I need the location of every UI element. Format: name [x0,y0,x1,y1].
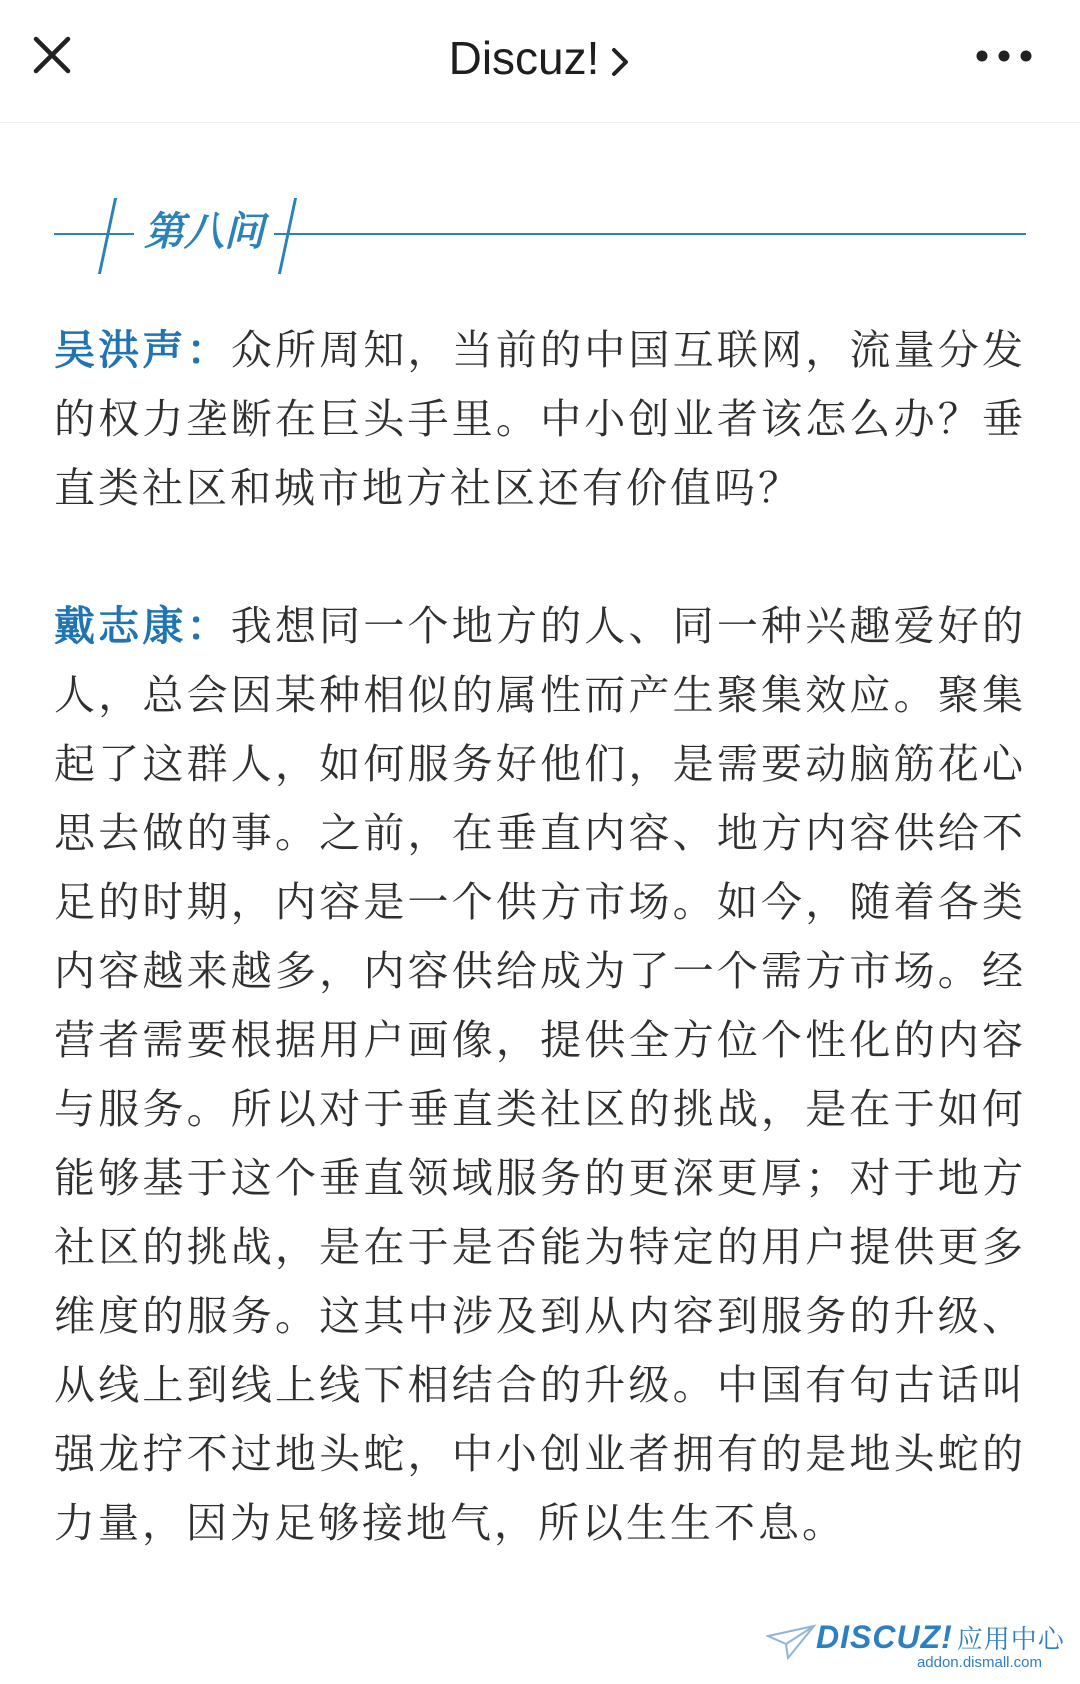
section-label: 第八问 [134,204,274,260]
page-title: Discuz! [448,32,600,84]
watermark-brand: DISCUZ! 应用中心 [816,1619,1065,1655]
watermark-url: addon.dismall.com [916,1654,1042,1671]
more-options-button[interactable] [966,36,1046,86]
top-nav-bar [0,0,1080,123]
chevron-right-icon [609,44,631,80]
more-horizontal-icon [966,36,1046,86]
page-title-link[interactable] [0,28,1080,88]
answer-paragraph [54,592,1026,1558]
section-heading [54,190,1026,280]
paragraph-text: 众所周知，当前的中国互联网，流量分发的权力垄断在巨头手里。中小创业者该怎么办？垂直类社区和城市地方社区还有价值吗？ [54,326,1027,512]
paper-plane-icon [766,1622,816,1662]
question-paragraph [54,316,1026,523]
section-slash-right [278,198,297,274]
section-slash-left [98,198,117,274]
watermark [766,1618,1066,1676]
article-body [54,316,1026,1558]
speaker-name: 吴洪声： [54,326,231,374]
paragraph-text: 我想同一个地方的人、同一种兴趣爱好的人，总会因某种相似的属性而产生聚集效应。聚集起了这群人，如何服务好他们，是需要动脑筋花心思去做的事。之前，在垂直内容、地方内容供给不足的时期，内容是一个供方市场。如今，随着各类内容越来越多，内容供给成为了一个需方市场。经营者需要根据用户画像，提供全方位个性化的内容与服务。所以对于垂直类社区的挑战，是在于如何能够基于这个垂直领域服务的更深更厚；对于地方社区的挑战，是在于是否能为特定的用户提供更多维度的服务。这其中涉及到从内容到服务的升级、从线上到线上线下相结合的升级。中国有句古话叫强龙拧不过地头蛇，中小创业者拥有的是地头蛇的力量，因为足够接地气，所以生生不息。 [54,602,1027,1547]
speaker-name: 戴志康： [54,602,231,650]
